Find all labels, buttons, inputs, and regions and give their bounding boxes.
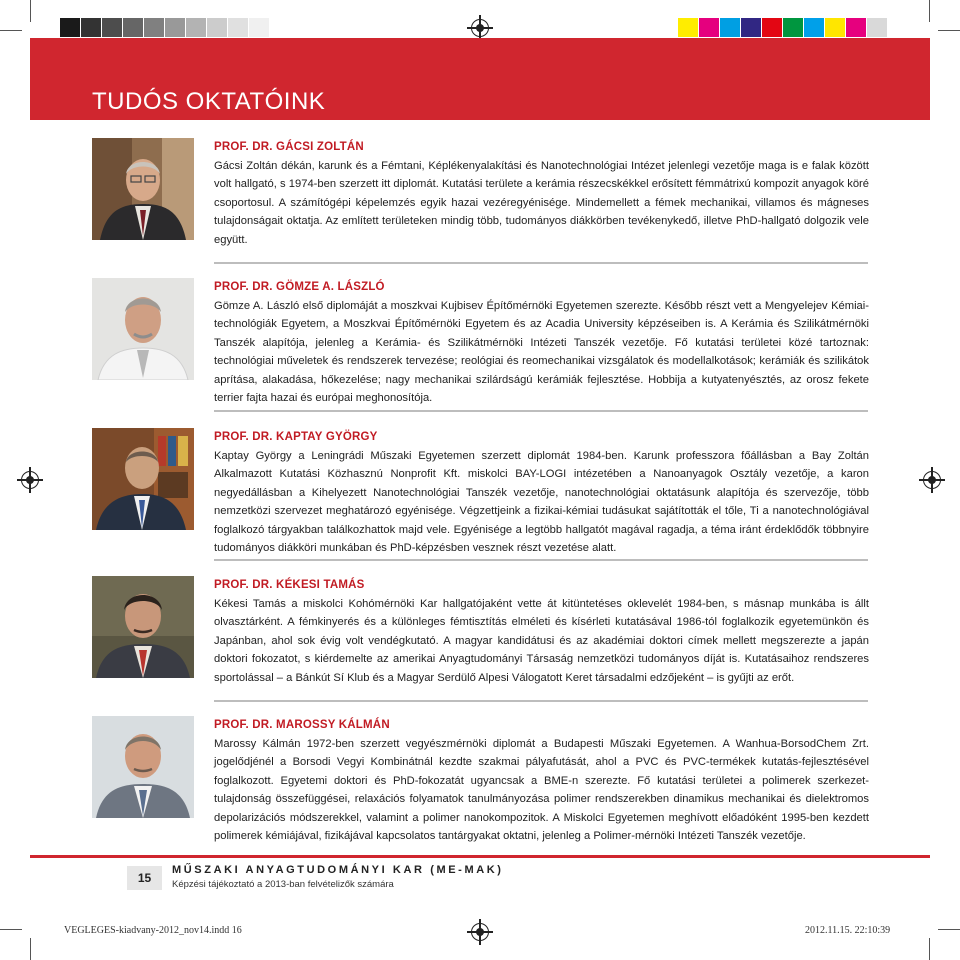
crop-mark <box>938 929 960 930</box>
divider <box>214 700 868 702</box>
divider <box>214 262 868 264</box>
footer-faculty: MŰSZAKI ANYAGTUDOMÁNYI KAR (ME-MAK) <box>172 864 504 876</box>
faculty-profile <box>92 576 869 696</box>
crop-mark <box>30 0 31 22</box>
footer-subtitle: Képzési tájékoztató a 2013-ban felvételizők számára <box>172 879 394 890</box>
crop-mark <box>0 929 22 930</box>
portrait-photo <box>92 576 194 678</box>
faculty-profile <box>92 716 869 846</box>
crop-mark <box>929 938 930 960</box>
crop-mark <box>0 30 22 31</box>
crop-mark <box>30 938 31 960</box>
color-swatch <box>249 18 270 37</box>
registration-mark-icon <box>923 471 941 489</box>
cmyk-color-bar <box>678 18 888 37</box>
registration-mark-icon <box>471 19 489 37</box>
portrait-photo <box>92 428 194 530</box>
faculty-profile <box>92 138 869 248</box>
color-swatch <box>123 18 144 37</box>
faculty-profile <box>92 428 869 554</box>
person-name: PROF. DR. MAROSSY KÁLMÁN <box>214 719 390 731</box>
person-name: PROF. DR. GÁCSI ZOLTÁN <box>214 141 364 153</box>
color-swatch <box>60 18 81 37</box>
color-swatch <box>804 18 825 37</box>
slug-filename: VEGLEGES-kiadvany-2012_nov14.indd 16 <box>64 925 242 936</box>
color-swatch <box>867 18 888 37</box>
portrait-photo <box>92 278 194 380</box>
footer-rule <box>30 855 930 858</box>
page-number: 15 <box>127 866 162 890</box>
slug-timestamp: 2012.11.15. 22:10:39 <box>805 925 891 936</box>
divider <box>214 410 868 412</box>
person-bio: Gömze A. László első diplomáját a moszkvai Kujbisev Építőmérnöki Egyetemen szerezte. Később részt vett a Mengyelejev Kémiai-technológiák Egyetem, a Moszkvai Építőmérnöki Egyetem és az Acadia University képzéseiben is. A Kerámia és Szilikátmérnöki Tanszék alapítója, jelenleg a Kerámia- és Szilikátmérnöki Intézeti Tanszék vezetője. Fő kutatási területei közé tartoznak: technológiai műveletek és rendszerek tervezése; reológiai és reomechanikai vizsgálatok és modellalkotások; kerámiák és szilikátok aprítása, alakadása, hőkezelése; nagy mechanikai szilárdságú kerámiák fejlesztése. Hobbija a kutyatenyésztés, az orosz fekete terrier fajta hazai és európai meghonosítója. <box>214 299 869 404</box>
grayscale-color-bar <box>60 18 270 37</box>
person-name: PROF. DR. GÖMZE A. LÁSZLÓ <box>214 281 385 293</box>
registration-mark-icon <box>471 923 489 941</box>
color-swatch <box>783 18 804 37</box>
person-bio: Marossy Kálmán 1972-ben szerzett vegyészmérnöki diplomát a Budapesti Műszaki Egyetemen. A Wanhua-BorsodChem Zrt. jogelődjénél a Borsodi Vegyi Kombinátnál kezdte szakmai pályafutását, ahol a PVC és PVC-termékek kutatás-fejlesztésével foglalkozott. Egyetemi doktori és PhD-fokozatát ugyancsak a BME-n szerezte. Fő kutatási területei a polimerek szerkezet-tulajdonság összefüggései, relaxációs folyamatok tanulmányozása polimer rendszerekben dinamikus mechanikai és dielektromos depolarizációs módszerekkel, valamint a polimer nanokompozitok. A Miskolci Egyetemen meghívott előadóként 1995-ben kezdett polimerek kémiájával, fizikájával kapcsolatos tantárgyakat oktatni, jelenleg a Polimer-mérnöki Intézeti Tanszék vezetője. <box>214 737 869 842</box>
color-swatch <box>81 18 102 37</box>
color-swatch <box>825 18 846 37</box>
registration-mark-icon <box>21 471 39 489</box>
color-swatch <box>144 18 165 37</box>
color-swatch <box>846 18 867 37</box>
page-title: TUDÓS OKTATÓINK <box>92 88 326 115</box>
divider <box>214 559 868 561</box>
color-swatch <box>678 18 699 37</box>
color-swatch <box>207 18 228 37</box>
person-name: PROF. DR. KAPTAY GYÖRGY <box>214 431 378 443</box>
crop-mark <box>938 30 960 31</box>
person-bio: Gácsi Zoltán dékán, karunk és a Fémtani, Képlékenyalakítási és Nanotechnológiai Intézet jelenlegi vezetője maga is e falak között volt hallgató, s 1974-ben szerzett itt diplomát. Kutatási területe a kerámia részecskékkel erősített fémmátrixú kompozit anyagok köré csoportosul. A számítógépi képelemzés egyik hazai vezéregyénisége. Mindemellett a fémek mechanikai, villamos és mágneses tulajdonságait oktatja. Az említett területeken mindig több, tudományos diákkörben tevékenykedő, illetve PhD-hallgató dolgozik vele együtt. <box>214 159 869 246</box>
color-swatch <box>762 18 783 37</box>
color-swatch <box>186 18 207 37</box>
person-name: PROF. DR. KÉKESI TAMÁS <box>214 579 365 591</box>
person-bio: Kaptay György a Leningrádi Műszaki Egyetemen szerzett diplomát 1984-ben. Karunk professzora főállásban a Bay Zoltán Alkalmazott Kutatási Közhasznú Nonprofit Kft. miskolci BAY-LOGI intézetében a Nanoanyagok Osztály vezetője, a karon negyedállásban a Kihelyezett Nanotechnológiai Tanszék vezetője, nanotechnológiai oktatásunk alapítója és szervezője, több nemzetközi szervezet meghatározó egyénisége. Végzettjeink a fizikai-kémiai tudásukat sajátították el tőle, Ti a nanotechnológiával foglalkozó tárgyakban találkozhattok majd vele. Egyénisége a legtöbb hallgatót magával ragadja, a téma iránt érdeklődők többnyire tudományos diákköri munkában és PhD-képzésben vesznek részt vezetése alatt. <box>214 449 869 554</box>
portrait-photo <box>92 716 194 818</box>
color-swatch <box>699 18 720 37</box>
color-swatch <box>741 18 762 37</box>
color-swatch <box>720 18 741 37</box>
crop-mark <box>929 0 930 22</box>
color-swatch <box>165 18 186 37</box>
color-swatch <box>102 18 123 37</box>
color-swatch <box>228 18 249 37</box>
faculty-profile <box>92 278 869 408</box>
portrait-photo <box>92 138 194 240</box>
person-bio: Kékesi Tamás a miskolci Kohómérnöki Kar hallgatójaként vette át kitüntetéses oklevelét 1984-ben, s másnap munkába is állt olvasztárként. A fémkinyerés és a különleges fémtisztítás elméleti és kísérleti kutatásával 1986-tól foglalkozik egyetemünkön és Japánban, ahol sok évig volt vendégkutató. A magyar kandidátusi és az akadémiai doktori címek mellett megszerezte a japán doktori fokozatot, s kiérdemelte az amerikai Anyagtudományi Társaság nemzetközi tudományos díját is. Kutatásaihoz rendszeres sportolással – a Bánkút Sí Klub és a Magyar Serdülő Alpesi Válogatott Keret társadalmi edzőjeként – is gyűjti az erőt. <box>214 597 869 684</box>
